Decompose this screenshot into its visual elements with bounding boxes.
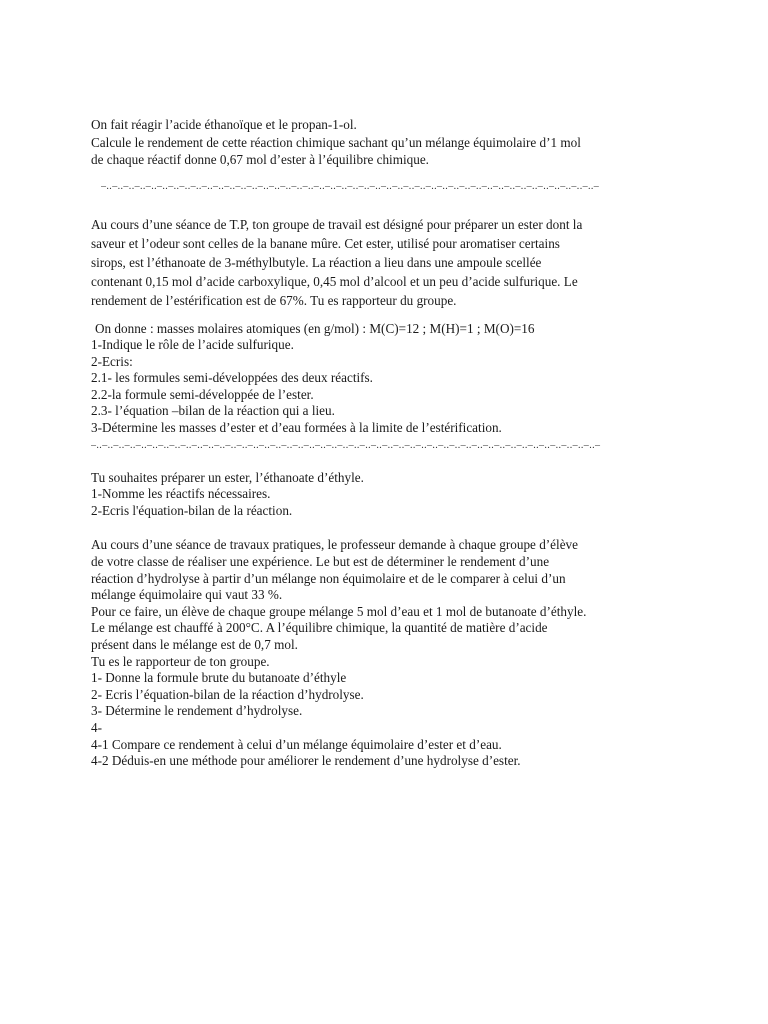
exercise-4 bbox=[91, 537, 681, 769]
exercise-1-line: Calcule le rendement de cette réaction chimique sachant qu’un mélange équimolaire d’1 mol bbox=[91, 134, 581, 150]
exercise-4-line: 1- Donne la formule brute du butanoate d’éthyle bbox=[91, 670, 347, 686]
given-data-line: On donne : masses molaires atomiques (en g/mol) : M(C)=12 ; M(H)=1 ; M(O)=16 bbox=[95, 320, 535, 336]
exercise-1-line: On fait réagir l’acide éthanoïque et le propan-1-ol. bbox=[91, 117, 357, 132]
exercise-2-questions bbox=[91, 321, 681, 437]
exercise-2-line: sirops, est l’éthanoate de 3-méthylbutyle. La réaction a lieu dans une ampoule scellée bbox=[91, 254, 542, 270]
exercise-4-line: Tu es le rapporteur de ton groupe. bbox=[91, 653, 270, 669]
exercise-2-line: saveur et l’odeur sont celles de la banane mûre. Cet ester, utilisé pour aromatiser certains bbox=[91, 235, 560, 251]
exercise-4-line: mélange équimolaire qui vaut 33 %. bbox=[91, 587, 283, 603]
exercise-4-line: 2- Ecris l’équation-bilan de la réaction d’hydrolyse. bbox=[91, 686, 364, 702]
exercise-4-line: 4- bbox=[91, 719, 102, 735]
separator-line: –..–..–..–..–..–..–..–..–..–..–..–..–..–..–..–..–..–..–..–..–..–..–..–..–..–..–..–..–..–..–..–..–..–..–..–..–..–..–..–..–..–..–..–..–..– bbox=[91, 439, 601, 451]
exercise-3 bbox=[91, 470, 681, 520]
exercise-2-line: rendement de l’estérification est de 67%. Tu es rapporteur du groupe. bbox=[91, 293, 457, 309]
exercise-4-line: Le mélange est chauffé à 200°C. A l’équilibre chimique, la quantité de matière d’acide bbox=[91, 620, 548, 636]
document-page bbox=[91, 116, 681, 770]
exercise-4-line: 4-1 Compare ce rendement à celui d’un mélange équimolaire d’ester et d’eau. bbox=[91, 736, 502, 752]
exercise-4-line: de votre classe de réaliser une expérience. Le but est de déterminer le rendement d’une bbox=[91, 554, 550, 570]
question-line: 2-Ecris: bbox=[91, 353, 133, 369]
exercise-4-line: réaction d’hydrolyse à partir d’un mélange non équimolaire et de le comparer à celui d’un bbox=[91, 570, 566, 586]
exercise-1-line: de chaque réactif donne 0,67 mol d’ester à l’équilibre chimique. bbox=[91, 152, 429, 167]
question-line: 2.3- l’équation –bilan de la réaction qui a lieu. bbox=[91, 403, 335, 419]
exercise-3-line: Tu souhaites préparer un ester, l’éthanoate d’éthyle. bbox=[91, 469, 364, 485]
exercise-3-line: 2-Ecris l'équation-bilan de la réaction. bbox=[91, 502, 293, 518]
exercise-4-line: Pour ce faire, un élève de chaque groupe mélange 5 mol d’eau et 1 mol de butanoate d’éthyle. bbox=[91, 603, 587, 619]
question-line: 1-Indique le rôle de l’acide sulfurique. bbox=[91, 337, 294, 353]
exercise-4-line: 3- Détermine le rendement d’hydrolyse. bbox=[91, 703, 303, 719]
exercise-4-line: présent dans le mélange est de 0,7 mol. bbox=[91, 637, 298, 653]
exercise-2-line: contenant 0,15 mol d’acide carboxylique, 0,45 mol d’alcool et un peu d’acide sulfurique. Le bbox=[91, 274, 578, 290]
exercise-4-line: Au cours d’une séance de travaux pratiques, le professeur demande à chaque groupe d’élève bbox=[91, 537, 578, 553]
exercise-3-line: 1-Nomme les réactifs nécessaires. bbox=[91, 486, 271, 502]
question-line: 2.2-la formule semi-développée de l’ester. bbox=[91, 386, 314, 402]
exercise-1 bbox=[91, 116, 681, 169]
exercise-4-line: 4-2 Déduis-en une méthode pour améliorer le rendement d’une hydrolyse d’ester. bbox=[91, 753, 521, 769]
question-line: 2.1- les formules semi-développées des deux réactifs. bbox=[91, 370, 373, 386]
exercise-2 bbox=[91, 215, 681, 311]
exercise-2-line: Au cours d’une séance de T.P, ton groupe de travail est désigné pour préparer un ester dont la bbox=[91, 216, 583, 232]
question-line: 3-Détermine les masses d’ester et d’eau formées à la limite de l’estérification. bbox=[91, 420, 502, 436]
separator-line: –..–..–..–..–..–..–..–..–..–..–..–..–..–..–..–..–..–..–..–..–..–..–..–..–..–..–..–..–..–..–..–..–..–..–..–..–..–..–..–..–..–..–..–..– bbox=[101, 180, 600, 192]
